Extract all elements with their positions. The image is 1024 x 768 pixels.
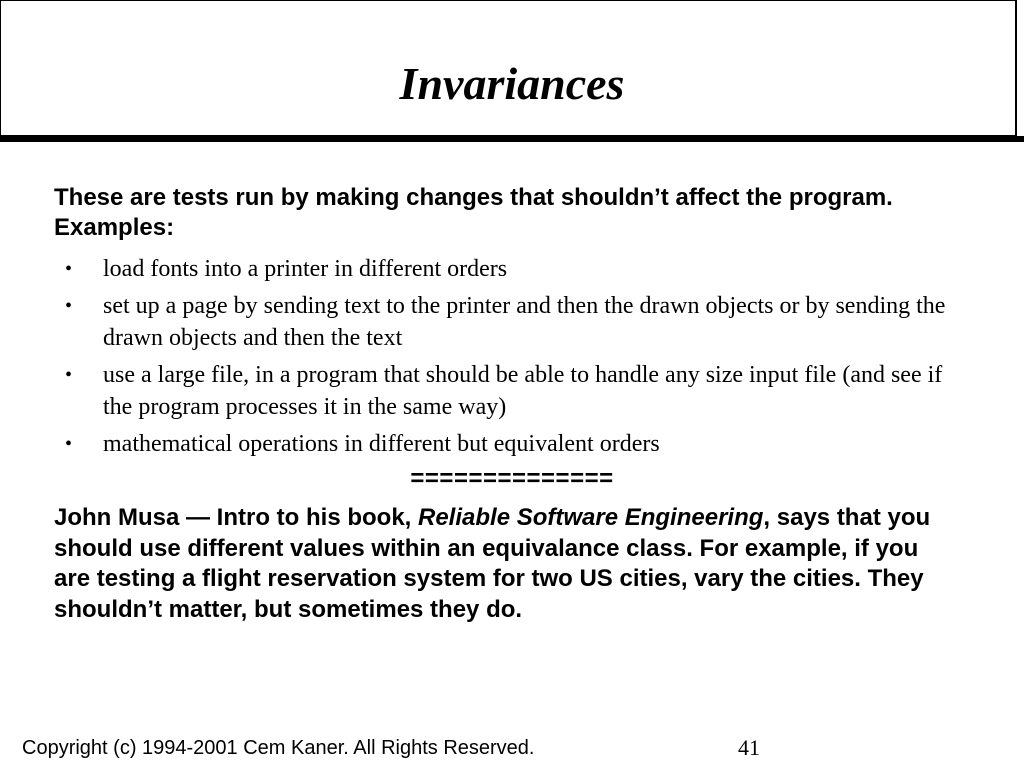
book-title: Reliable Software Engineering bbox=[418, 504, 764, 531]
bullet-icon: • bbox=[65, 364, 73, 386]
examples-list bbox=[54, 253, 954, 465]
bullet-icon: • bbox=[65, 295, 73, 317]
page-number: 41 bbox=[738, 735, 760, 760]
bullet-icon: • bbox=[65, 258, 73, 280]
intro-text: These are tests run by making changes that shouldn’t affect the program. Examples: bbox=[54, 184, 893, 241]
musa-rest-text: , says that you should use different values within an equivalance class. For example, if you are testing a flight reservation system for two US cities, vary the cities. They shouldn’t matter, but sometimes they do. bbox=[54, 504, 931, 623]
musa-paragraph bbox=[54, 503, 954, 625]
list-item bbox=[54, 428, 954, 460]
list-item-text: load fonts into a printer in different orders bbox=[103, 256, 508, 282]
list-item bbox=[54, 253, 954, 285]
list-item-text: set up a page by sending text to the printer and then the drawn objects or by sending the drawn objects and then the text bbox=[103, 293, 946, 351]
musa-lead-text: John Musa — Intro to his book, bbox=[54, 504, 418, 531]
copyright-notice: Copyright (c) 1994-2001 Cem Kaner. All Rights Reserved. bbox=[22, 737, 535, 759]
separator-line: ============== bbox=[410, 465, 614, 492]
list-item-text: mathematical operations in different but equivalent orders bbox=[103, 431, 660, 457]
bullet-icon: • bbox=[65, 433, 73, 455]
slide-title: Invariances bbox=[399, 58, 625, 109]
list-item bbox=[54, 359, 954, 423]
title-divider bbox=[0, 136, 1024, 142]
list-item-text: use a large file, in a program that should be able to handle any size input file (and see if the program processes it in the same way) bbox=[103, 362, 943, 420]
list-item bbox=[54, 290, 954, 354]
